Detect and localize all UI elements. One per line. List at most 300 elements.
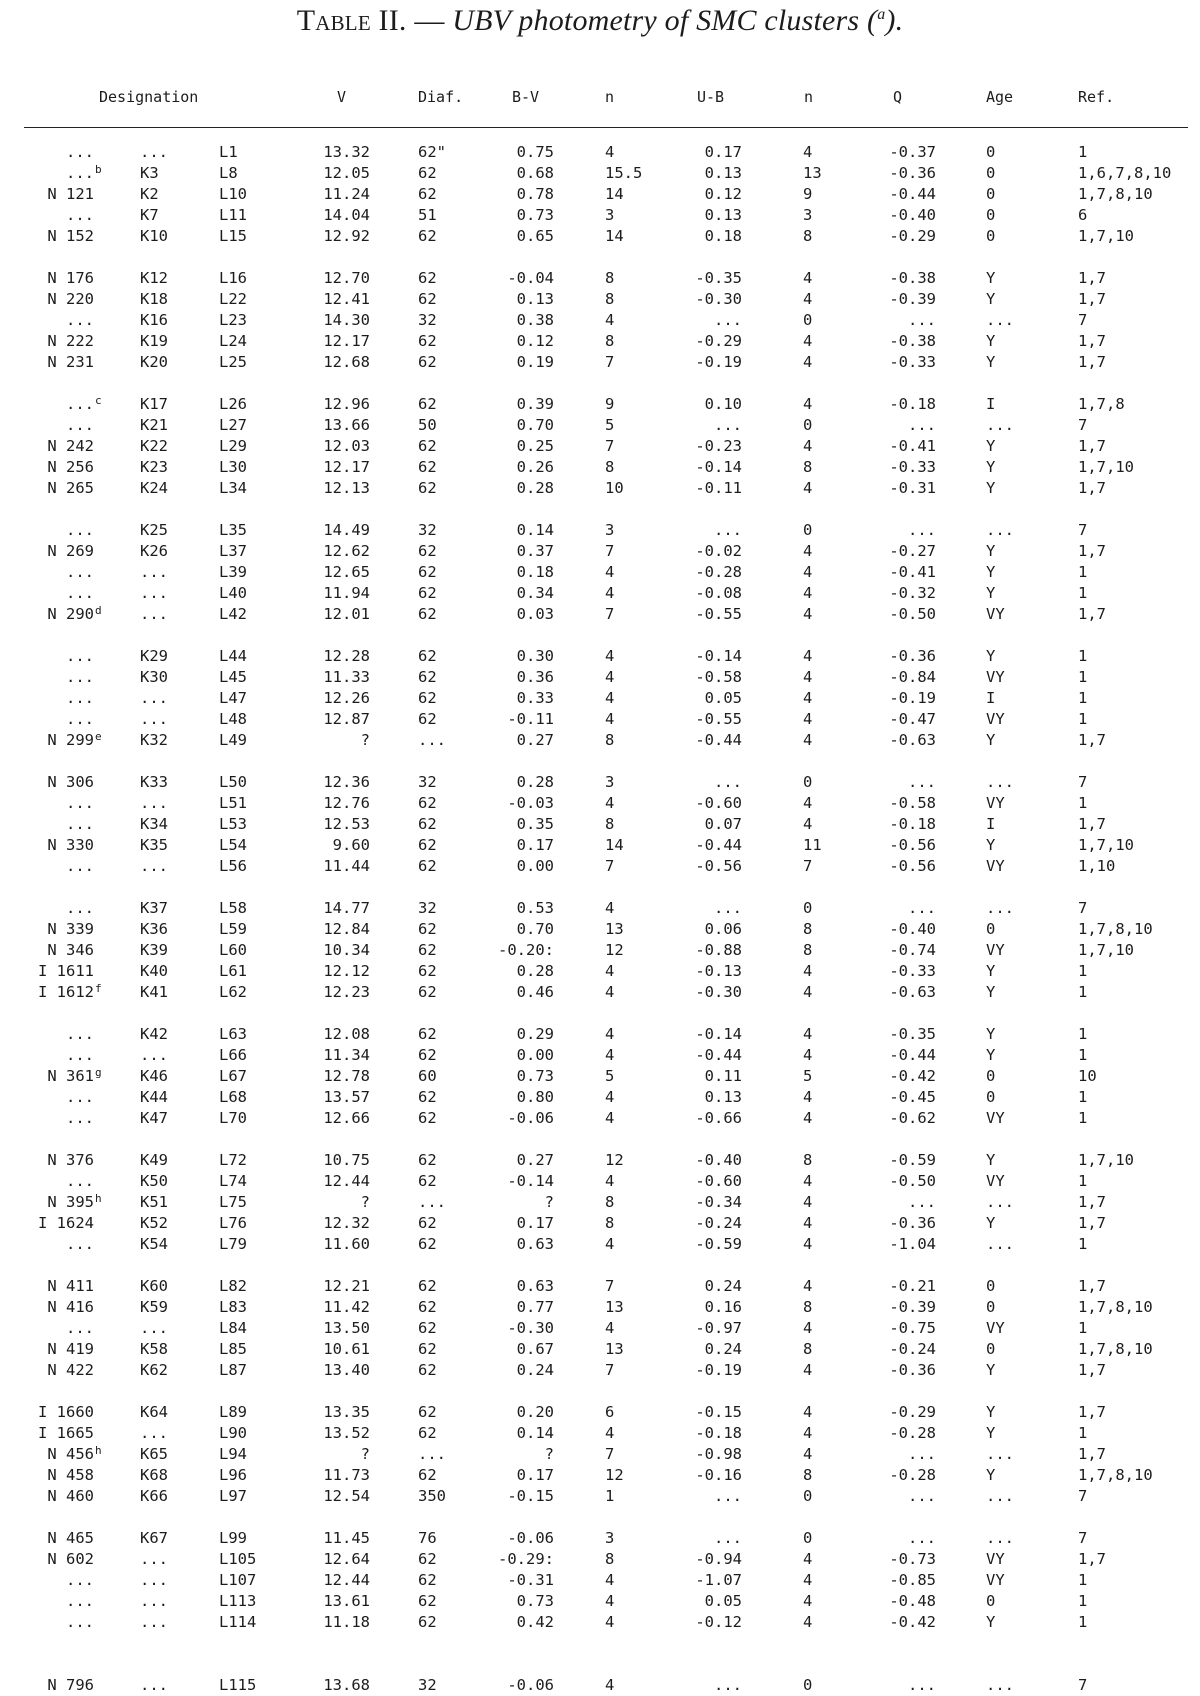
cell-q: -0.48 [889, 1592, 936, 1610]
cell-v-mag: 12.41 [323, 290, 370, 308]
cell-ref: 1,7,8,10 [1078, 1466, 1153, 1484]
cell-lindsay: L96 [219, 1466, 247, 1484]
cell-q: -0.63 [889, 731, 936, 749]
cell-q: -0.62 [889, 1109, 936, 1127]
cell-q: -0.36 [889, 647, 936, 665]
cell-n-bv: 13 [605, 1298, 624, 1316]
cell-kron: K40 [140, 962, 168, 980]
cell-lindsay: L49 [219, 731, 247, 749]
cell-v-mag: 11.60 [323, 1235, 370, 1253]
cell-n-ub: 7 [803, 857, 813, 875]
cell-ngc-ic: N 220 [47, 290, 94, 308]
cell-diaphragm: 62 [418, 290, 437, 308]
cell-kron: K21 [140, 416, 168, 434]
cell-n-bv: 4 [605, 1109, 615, 1127]
cell-kron: ... [140, 1424, 168, 1442]
cell-lindsay: L97 [219, 1487, 247, 1505]
cell-ngc-ic: ... [66, 416, 94, 434]
cell-lindsay: L115 [219, 1676, 257, 1694]
cell-v-mag: ? [360, 1193, 370, 1211]
cell-ngc-ic: ... [66, 1088, 94, 1106]
cell-u-b: -0.29 [695, 332, 742, 350]
cell-diaphragm: 62 [418, 962, 437, 980]
cell-n-ub: 4 [803, 605, 813, 623]
cell-u-b: -0.66 [695, 1109, 742, 1127]
cell-q: -0.36 [889, 1214, 936, 1232]
cell-b-v: -0.30 [507, 1319, 554, 1337]
cell-b-v: 0.30 [516, 647, 554, 665]
cell-v-mag: 12.92 [323, 227, 370, 245]
cell-n-bv: 4 [605, 1088, 615, 1106]
cell-age: 0 [986, 1088, 996, 1106]
cell-q: ... [908, 1487, 936, 1505]
cell-n-bv: 3 [605, 1529, 615, 1547]
cell-q: -0.63 [889, 983, 936, 1001]
cell-q: -0.33 [889, 353, 936, 371]
cell-lindsay: L47 [219, 689, 247, 707]
cell-ngc-ic: I 1612 [38, 983, 94, 1001]
cell-ngc-ic: N 458 [47, 1466, 94, 1484]
table-row [0, 1213, 1200, 1234]
cell-age: 0 [986, 1298, 996, 1316]
cell-u-b: -0.14 [695, 1025, 742, 1043]
cell-diaphragm: ... [418, 731, 446, 749]
cell-kron: K44 [140, 1088, 168, 1106]
cell-lindsay: L76 [219, 1214, 247, 1232]
cell-n-bv: 4 [605, 794, 615, 812]
cell-kron: K10 [140, 227, 168, 245]
cell-n-bv: 8 [605, 290, 615, 308]
cell-lindsay: L68 [219, 1088, 247, 1106]
cell-ref: 1,7 [1078, 1445, 1106, 1463]
cell-ref: 1 [1078, 647, 1088, 665]
cell-kron: K66 [140, 1487, 168, 1505]
cell-ref: 7 [1078, 521, 1088, 539]
cell-ngc-ic: ... [66, 1172, 94, 1190]
table-row [0, 331, 1200, 352]
cell-q: -0.39 [889, 290, 936, 308]
cell-n-ub: 4 [803, 1235, 813, 1253]
cell-kron: K35 [140, 836, 168, 854]
cell-n-ub: 4 [803, 710, 813, 728]
cell-ref: 1 [1078, 1613, 1088, 1631]
cell-ref: 1 [1078, 668, 1088, 686]
cell-diaphragm: 62 [418, 1088, 437, 1106]
cell-ngc-ic: ... [66, 668, 94, 686]
cell-u-b: -0.13 [695, 962, 742, 980]
cell-kron: ... [140, 143, 168, 161]
cell-lindsay: L67 [219, 1067, 247, 1085]
cell-lindsay: L85 [219, 1340, 247, 1358]
cell-b-v: 0.34 [516, 584, 554, 602]
cell-b-v: 0.70 [516, 416, 554, 434]
table-row [0, 772, 1200, 793]
cell-n-ub: 4 [803, 1403, 813, 1421]
cell-diaphragm: 76 [418, 1529, 437, 1547]
cell-kron: K34 [140, 815, 168, 833]
cell-kron: K60 [140, 1277, 168, 1295]
header-ref: Ref. [1078, 88, 1115, 106]
cell-diaphragm: 62 [418, 983, 437, 1001]
cell-q: -0.31 [889, 479, 936, 497]
table-header-row [0, 87, 1200, 108]
cell-n-bv: 3 [605, 206, 615, 224]
cell-u-b: 0.06 [704, 920, 742, 938]
cell-kron: K24 [140, 479, 168, 497]
cell-u-b: 0.24 [704, 1277, 742, 1295]
cell-n-ub: 9 [803, 185, 813, 203]
cell-ref: 1,7 [1078, 1550, 1106, 1568]
cell-ngc-ic: I 1611 [38, 962, 94, 980]
cell-n-bv: 4 [605, 584, 615, 602]
cell-v-mag: 12.70 [323, 269, 370, 287]
cell-u-b: 0.12 [704, 185, 742, 203]
cell-ref: 1,7,10 [1078, 458, 1134, 476]
cell-b-v: 0.00 [516, 857, 554, 875]
cell-diaphragm: ... [418, 1445, 446, 1463]
cell-diaphragm: 60 [418, 1067, 437, 1085]
cell-b-v: 0.73 [516, 1067, 554, 1085]
cell-n-ub: 13 [803, 164, 822, 182]
cell-b-v: ? [544, 1193, 554, 1211]
cell-v-mag: 12.87 [323, 710, 370, 728]
cell-kron: ... [140, 1046, 168, 1064]
cell-v-mag: 12.66 [323, 1109, 370, 1127]
cell-v-mag: 11.34 [323, 1046, 370, 1064]
cell-lindsay: L83 [219, 1298, 247, 1316]
cell-q: -0.33 [889, 458, 936, 476]
cell-n-bv: 3 [605, 773, 615, 791]
cell-u-b: -1.07 [695, 1571, 742, 1589]
cell-ngc-ic: ... [66, 1592, 94, 1610]
cell-kron: ... [140, 1550, 168, 1568]
cell-age: Y [986, 1151, 996, 1169]
cell-n-bv: 8 [605, 1214, 615, 1232]
cell-lindsay: L99 [219, 1529, 247, 1547]
cell-v-mag: 10.34 [323, 941, 370, 959]
cell-ref: 1,7 [1078, 1277, 1106, 1295]
cell-age: Y [986, 1025, 996, 1043]
header-n-ub: n [804, 88, 814, 106]
cell-ngc-ic: N 299 [47, 731, 94, 749]
table-row [0, 184, 1200, 205]
cell-v-mag: 13.57 [323, 1088, 370, 1106]
cell-n-ub: 4 [803, 1550, 813, 1568]
cell-n-bv: 5 [605, 416, 615, 434]
cell-ref: 1 [1078, 689, 1088, 707]
cell-q: -0.24 [889, 1340, 936, 1358]
cell-kron: K22 [140, 437, 168, 455]
cell-lindsay: L30 [219, 458, 247, 476]
cell-n-ub: 4 [803, 1361, 813, 1379]
cell-diaphragm: 62 [418, 227, 437, 245]
cell-v-mag: 12.17 [323, 458, 370, 476]
cell-ref: 1 [1078, 143, 1088, 161]
cell-u-b: -0.14 [695, 647, 742, 665]
cell-u-b: -0.19 [695, 353, 742, 371]
cell-age: Y [986, 353, 996, 371]
cell-n-ub: 8 [803, 1151, 813, 1169]
cell-n-bv: 4 [605, 1676, 615, 1694]
cell-b-v: 0.63 [516, 1235, 554, 1253]
cell-n-bv: 12 [605, 1466, 624, 1484]
cell-kron: K2 [140, 185, 159, 203]
cell-ngc-ic: N 330 [47, 836, 94, 854]
table-row [0, 730, 1200, 751]
cell-v-mag: 12.17 [323, 332, 370, 350]
cell-lindsay: L48 [219, 710, 247, 728]
cell-age: VY [986, 710, 1005, 728]
cell-v-mag: 12.64 [323, 1550, 370, 1568]
cell-footnote-marker: f [95, 982, 102, 995]
cell-ngc-ic: ... [66, 1046, 94, 1064]
cell-footnote-marker: e [95, 730, 102, 743]
cell-age: 0 [986, 920, 996, 938]
table-number: Table II. [296, 4, 407, 37]
cell-v-mag: 12.13 [323, 479, 370, 497]
cell-ngc-ic: N 290 [47, 605, 94, 623]
cell-ref: 7 [1078, 899, 1088, 917]
cell-kron: K54 [140, 1235, 168, 1253]
cell-b-v: 0.26 [516, 458, 554, 476]
cell-ngc-ic: ... [66, 689, 94, 707]
cell-v-mag: 12.05 [323, 164, 370, 182]
table-row [0, 856, 1200, 877]
title-note-marker: a [877, 6, 886, 23]
cell-age: Y [986, 1424, 996, 1442]
cell-n-ub: 4 [803, 269, 813, 287]
cell-n-bv: 4 [605, 1592, 615, 1610]
cell-b-v: -0.06 [507, 1676, 554, 1694]
cell-n-ub: 0 [803, 773, 813, 791]
header-n-bv: n [605, 88, 615, 106]
cell-ngc-ic: N 395 [47, 1193, 94, 1211]
cell-ngc-ic: ... [66, 710, 94, 728]
cell-ngc-ic: N 231 [47, 353, 94, 371]
cell-v-mag: 11.73 [323, 1466, 370, 1484]
header-u-b: U-B [697, 88, 725, 106]
cell-q: ... [908, 1529, 936, 1547]
cell-lindsay: L11 [219, 206, 247, 224]
cell-lindsay: L62 [219, 983, 247, 1001]
cell-q: -0.58 [889, 794, 936, 812]
cell-ngc-ic: ... [66, 1235, 94, 1253]
cell-age: ... [986, 899, 1014, 917]
cell-lindsay: L45 [219, 668, 247, 686]
cell-diaphragm: 62 [418, 1340, 437, 1358]
cell-ref: 1,7 [1078, 542, 1106, 560]
cell-diaphragm: 62 [418, 1298, 437, 1316]
cell-ref: 1 [1078, 962, 1088, 980]
cell-b-v: 0.39 [516, 395, 554, 413]
cell-ref: 7 [1078, 1676, 1088, 1694]
cell-u-b: -0.59 [695, 1235, 742, 1253]
cell-lindsay: L105 [219, 1550, 257, 1568]
cell-kron: K36 [140, 920, 168, 938]
table-row [0, 1066, 1200, 1087]
table-row [0, 457, 1200, 478]
cell-b-v: -0.29: [498, 1550, 554, 1568]
cell-n-ub: 4 [803, 1424, 813, 1442]
cell-q: -0.40 [889, 206, 936, 224]
cell-kron: K46 [140, 1067, 168, 1085]
cell-ref: 1,7 [1078, 332, 1106, 350]
cell-q: ... [908, 1193, 936, 1211]
cell-u-b: -0.56 [695, 857, 742, 875]
cell-v-mag: 12.44 [323, 1571, 370, 1589]
cell-diaphragm: 32 [418, 899, 437, 917]
cell-ref: 1,7 [1078, 1361, 1106, 1379]
table-row [0, 793, 1200, 814]
cell-n-bv: 7 [605, 1361, 615, 1379]
cell-b-v: 0.18 [516, 563, 554, 581]
cell-kron: ... [140, 794, 168, 812]
cell-u-b: 0.17 [704, 143, 742, 161]
cell-n-ub: 4 [803, 668, 813, 686]
cell-n-ub: 8 [803, 920, 813, 938]
cell-kron: K47 [140, 1109, 168, 1127]
cell-b-v: 0.03 [516, 605, 554, 623]
cell-q: -0.28 [889, 1424, 936, 1442]
cell-kron: K39 [140, 941, 168, 959]
cell-u-b: -0.02 [695, 542, 742, 560]
cell-u-b: -0.24 [695, 1214, 742, 1232]
table-row [0, 1402, 1200, 1423]
cell-ngc-ic: N 376 [47, 1151, 94, 1169]
cell-n-bv: 4 [605, 1424, 615, 1442]
cell-n-bv: 12 [605, 1151, 624, 1169]
cell-kron: ... [140, 1319, 168, 1337]
cell-v-mag: 13.52 [323, 1424, 370, 1442]
cell-b-v: 0.46 [516, 983, 554, 1001]
cell-age: Y [986, 647, 996, 665]
cell-ref: 1 [1078, 1025, 1088, 1043]
cell-footnote-marker: h [95, 1444, 102, 1457]
cell-b-v: 0.75 [516, 143, 554, 161]
cell-u-b: 0.16 [704, 1298, 742, 1316]
cell-v-mag: 11.45 [323, 1529, 370, 1547]
cell-diaphragm: 62 [418, 1550, 437, 1568]
cell-diaphragm: 62 [418, 794, 437, 812]
cell-v-mag: 12.62 [323, 542, 370, 560]
cell-b-v: 0.67 [516, 1340, 554, 1358]
cell-q: -0.84 [889, 668, 936, 686]
cell-age: VY [986, 857, 1005, 875]
cell-ref: 1,7 [1078, 1403, 1106, 1421]
cell-n-ub: 4 [803, 1319, 813, 1337]
cell-ngc-ic: ... [66, 164, 94, 182]
table-row [0, 142, 1200, 163]
cell-q: -0.85 [889, 1571, 936, 1589]
cell-b-v: 0.24 [516, 1361, 554, 1379]
cell-diaphragm: 62 [418, 689, 437, 707]
cell-b-v: -0.20: [498, 941, 554, 959]
cell-b-v: 0.28 [516, 962, 554, 980]
cell-b-v: 0.80 [516, 1088, 554, 1106]
cell-n-ub: 3 [803, 206, 813, 224]
cell-ngc-ic: ... [66, 794, 94, 812]
cell-q: -1.04 [889, 1235, 936, 1253]
cell-b-v: 0.78 [516, 185, 554, 203]
cell-age: ... [986, 311, 1014, 329]
cell-q: -0.44 [889, 1046, 936, 1064]
table-row [0, 541, 1200, 562]
cell-ref: 1,7 [1078, 353, 1106, 371]
table-row [0, 352, 1200, 373]
cell-age: ... [986, 1445, 1014, 1463]
cell-ngc-ic: ... [66, 1319, 94, 1337]
table-row [0, 268, 1200, 289]
table-row [0, 667, 1200, 688]
cell-u-b: ... [714, 773, 742, 791]
cell-v-mag: 12.03 [323, 437, 370, 455]
cell-age: ... [986, 1487, 1014, 1505]
cell-q: ... [908, 1676, 936, 1694]
cell-n-bv: 7 [605, 857, 615, 875]
cell-diaphragm: 62 [418, 1151, 437, 1169]
cell-v-mag: 12.65 [323, 563, 370, 581]
cell-lindsay: L15 [219, 227, 247, 245]
cell-age: Y [986, 332, 996, 350]
cell-lindsay: L59 [219, 920, 247, 938]
cell-n-bv: 7 [605, 1277, 615, 1295]
cell-ngc-ic: N 422 [47, 1361, 94, 1379]
cell-ngc-ic: N 242 [47, 437, 94, 455]
cell-ref: 1,7,8,10 [1078, 1340, 1153, 1358]
cell-ngc-ic: ... [66, 857, 94, 875]
cell-n-ub: 4 [803, 1088, 813, 1106]
cell-age: Y [986, 1214, 996, 1232]
cell-diaphragm: 62 [418, 353, 437, 371]
cell-n-bv: 4 [605, 899, 615, 917]
cell-lindsay: L22 [219, 290, 247, 308]
cell-lindsay: L54 [219, 836, 247, 854]
cell-age: Y [986, 584, 996, 602]
cell-ref: 7 [1078, 416, 1088, 434]
cell-ngc-ic: N 411 [47, 1277, 94, 1295]
cell-n-bv: 8 [605, 815, 615, 833]
cell-b-v: -0.31 [507, 1571, 554, 1589]
cell-b-v: 0.27 [516, 1151, 554, 1169]
header-diaf: Diaf. [418, 88, 464, 106]
table-row [0, 226, 1200, 247]
cell-q: -0.41 [889, 563, 936, 581]
cell-age: Y [986, 290, 996, 308]
cell-u-b: ... [714, 899, 742, 917]
header-age: Age [986, 88, 1014, 106]
cell-ngc-ic: N 456 [47, 1445, 94, 1463]
cell-age: Y [986, 962, 996, 980]
cell-v-mag: 12.21 [323, 1277, 370, 1295]
cell-lindsay: L66 [219, 1046, 247, 1064]
table-row [0, 709, 1200, 730]
header-v: V [337, 88, 347, 106]
table-row [0, 562, 1200, 583]
cell-ngc-ic: N 339 [47, 920, 94, 938]
cell-v-mag: 13.32 [323, 143, 370, 161]
cell-b-v: ? [544, 1445, 554, 1463]
cell-u-b: -0.14 [695, 458, 742, 476]
cell-v-mag: 12.44 [323, 1172, 370, 1190]
cell-n-ub: 8 [803, 458, 813, 476]
table-row [0, 415, 1200, 436]
cell-u-b: ... [714, 1676, 742, 1694]
cell-lindsay: L84 [219, 1319, 247, 1337]
cell-v-mag: 13.68 [323, 1676, 370, 1694]
cell-ref: 1,10 [1078, 857, 1116, 875]
cell-ref: 1,7 [1078, 269, 1106, 287]
cell-v-mag: 11.33 [323, 668, 370, 686]
